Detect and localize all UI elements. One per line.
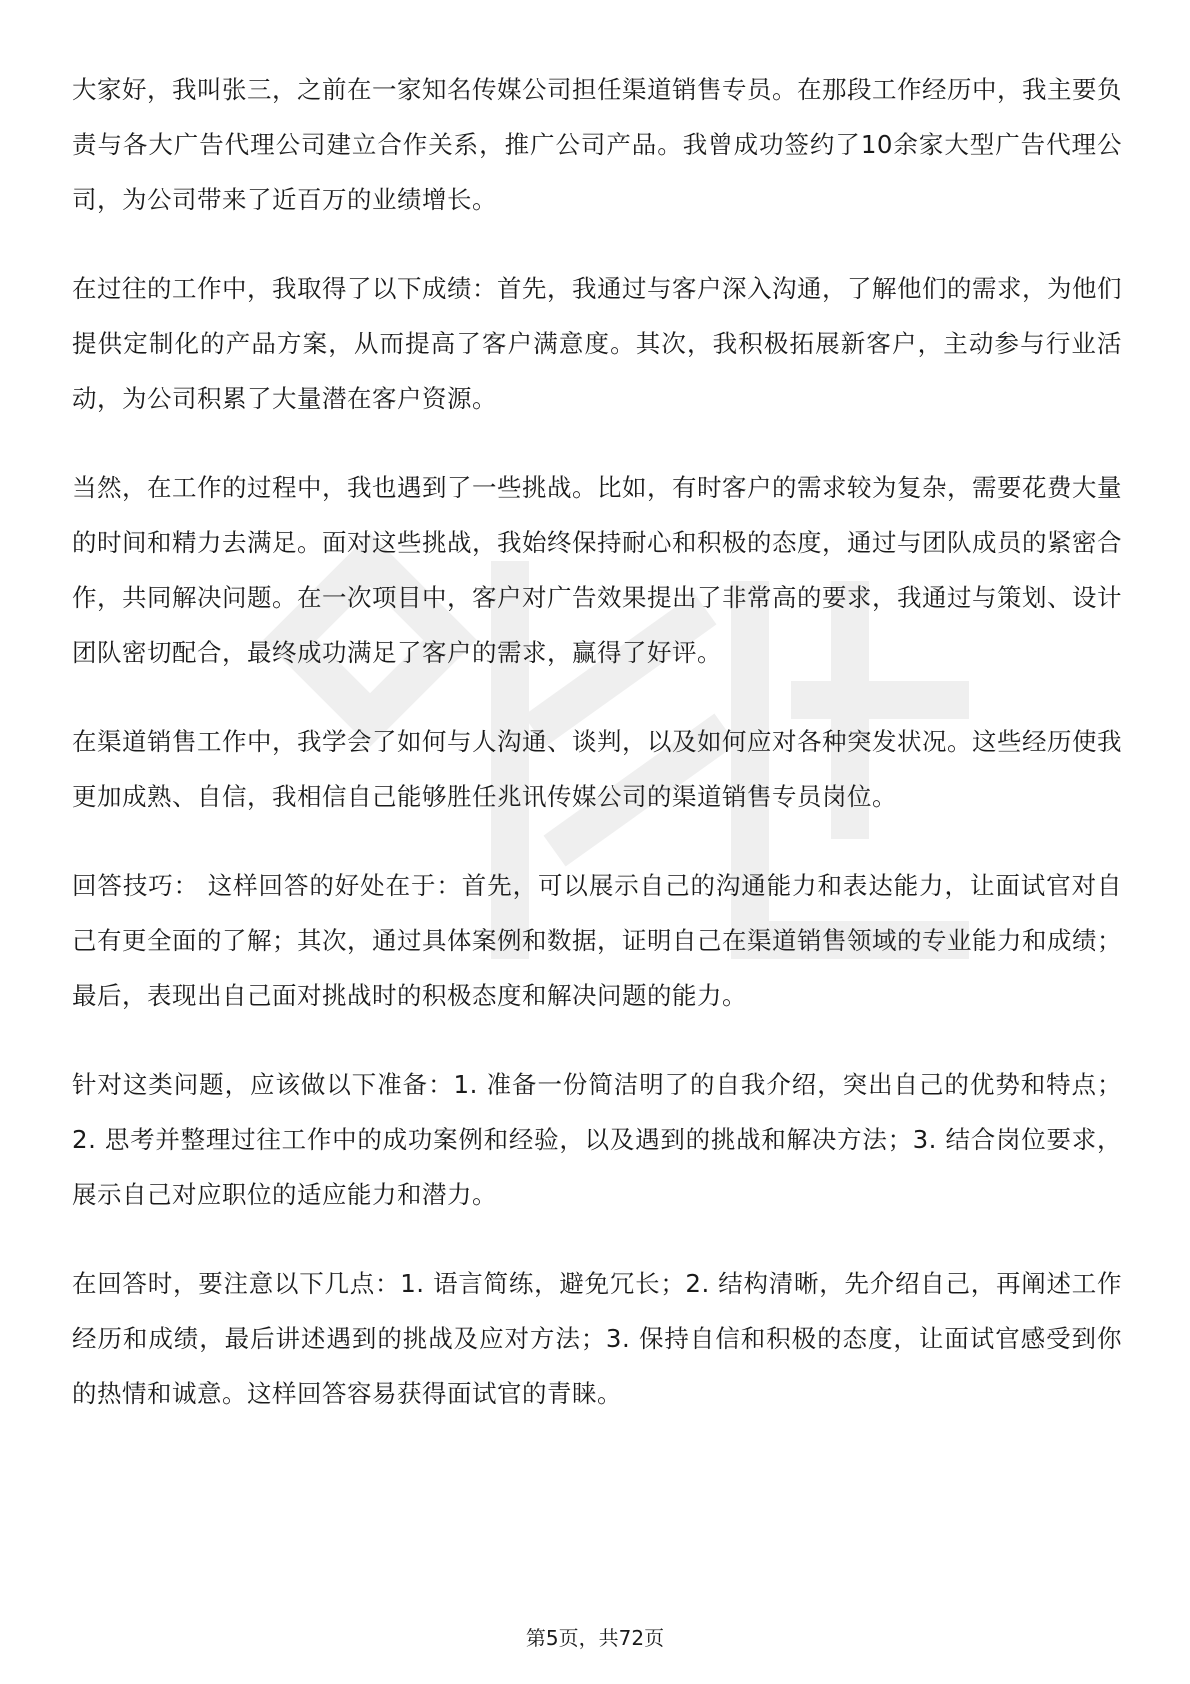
paragraph-challenges: 当然，在工作的过程中，我也遇到了一些挑战。比如，有时客户的需求较为复杂，需要花费大量的时间和精力去满足。面对这些挑战，我始终保持耐心和积极的态度，通过与团队成员的紧密合作，共同解决问题。在一次项目中，客户对广告效果提出了非常高的要求，我通过与策划、设计团队密切配合，最终成功满足了客户的需求，赢得了好评。	[72, 473, 1122, 667]
paragraph-lessons: 在渠道销售工作中，我学会了如何与人沟通、谈判，以及如何应对各种突发状况。这些经历使我更加成熟、自信，我相信自己能够胜任兆讯传媒公司的渠道销售专员岗位。	[72, 727, 1122, 811]
paragraph-achievements: 在过往的工作中，我取得了以下成绩：首先，我通过与客户深入沟通，了解他们的需求，为他们提供定制化的产品方案，从而提高了客户满意度。其次，我积极拓展新客户，主动参与行业活动，为公司积累了大量潜在客户资源。	[72, 274, 1122, 413]
paragraph-preparation: 针对这类问题，应该做以下准备：1. 准备一份简洁明了的自我介绍，突出自己的优势和特点；2. 思考并整理过往工作中的成功案例和经验，以及遇到的挑战和解决方法；3. 结合岗位要求，展示自己对应职位的适应能力和潜力。	[72, 1070, 1122, 1209]
page-number: 第5页，共72页	[525, 1626, 665, 1650]
paragraph-notes: 在回答时，要注意以下几点：1. 语言简练，避免冗长；2. 结构清晰，先介绍自己，再阐述工作经历和成绩，最后讲述遇到的挑战及应对方法；3. 保持自信和积极的态度，让面试官感受到你的热情和诚意。这样回答容易获得面试官的青睐。	[72, 1269, 1122, 1408]
paragraph-answer-tips: 回答技巧： 这样回答的好处在于：首先，可以展示自己的沟通能力和表达能力，让面试官对自己有更全面的了解；其次，通过具体案例和数据，证明自己在渠道销售领域的专业能力和成绩；最后，表现出自己面对挑战时的积极态度和解决问题的能力。	[72, 871, 1122, 1010]
document-body	[72, 62, 1122, 1455]
paragraph-intro: 大家好，我叫张三，之前在一家知名传媒公司担任渠道销售专员。在那段工作经历中，我主要负责与各大广告代理公司建立合作关系，推广公司产品。我曾成功签约了10余家大型广告代理公司，为公司带来了近百万的业绩增长。	[72, 75, 1122, 214]
